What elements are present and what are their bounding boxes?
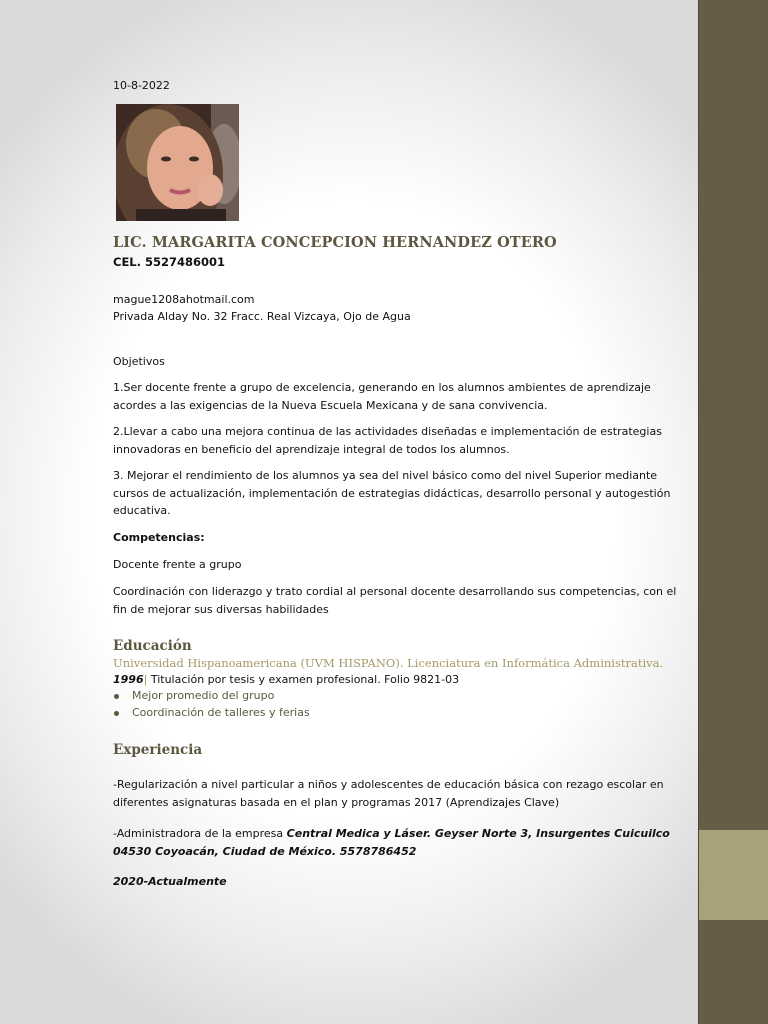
sidebar-edge (698, 0, 699, 1024)
education-detail-line (113, 671, 459, 689)
objective-item-1: 1.Ser docente frente a grupo de excelencia, generando en los alumnos ambientes de aprendizaje acordes a las exigencias de la Nueva Escuela Mexicana y de sana convivencia. (113, 381, 651, 412)
competency-item-1: Docente frente a grupo (113, 558, 242, 571)
list-item: Mejor promedio del grupo (113, 688, 310, 705)
objective-item-3: 3. Mejorar el rendimiento de los alumnos ya sea del nivel básico como del nivel Superior mediante cursos de actualización, implementación de estrategias didácticas, desarrollo personal y autogestión educativa. (113, 469, 671, 517)
list-item: Coordinación de talleres y ferias (113, 705, 310, 722)
experience-heading: Experiencia (113, 742, 203, 758)
education-institution: Universidad Hispanoamericana (UVM HISPANO). Licenciatura en Informática Administrativa. (113, 656, 664, 670)
experience-item-1: -Regularización a nivel particular a niños y adolescentes de educación básica con rezago escolar en diferentes asignaturas basada en el plan y programas 2017 (Aprendizajes Clave) (113, 778, 664, 809)
profile-photo-illustration (116, 104, 239, 221)
year-separator: | (143, 673, 148, 686)
experience-period: 2020-Actualmente (113, 875, 227, 888)
experience-item-2 (113, 825, 678, 860)
postal-address: Privada Alday No. 32 Fracc. Real Vizcaya, Ojo de Agua (113, 310, 411, 323)
document-date: 10-8-2022 (113, 79, 170, 92)
education-heading: Educación (113, 638, 192, 654)
email-address: mague1208ahotmail.com (113, 293, 255, 306)
graduation-year: 1996 (113, 673, 144, 686)
competencies-heading: Competencias: (113, 531, 205, 544)
experience-company: Central Medica y Láser. Geyser Norte 3, Insurgentes Cuicuilco 04530 Coyoacán, Ciudad de México. 5578786452 (113, 827, 670, 858)
education-detail: Titulación por tesis y examen profesional. Folio 9821-03 (147, 673, 460, 686)
profile-photo (116, 104, 239, 221)
candidate-name: LIC. MARGARITA CONCEPCION HERNANDEZ OTERO (113, 234, 557, 251)
competency-item-2: Coordinación con liderazgo y trato cordial al personal docente desarrollando sus competencias, con el fin de mejorar sus diversas habilidades (113, 585, 677, 616)
objectives-heading: Objetivos (113, 355, 165, 368)
experience-item-2-prefix: -Administradora de la empresa (113, 827, 287, 840)
education-highlights (113, 688, 310, 721)
objective-item-2: 2.Llevar a cabo una mejora continua de las actividades diseñadas e implementación de estrategias innovadoras en beneficio del aprendizaje integral de todos los alumnos. (113, 425, 662, 456)
phone-number: CEL. 5527486001 (113, 255, 226, 269)
decorative-sidebar-band (698, 830, 768, 920)
